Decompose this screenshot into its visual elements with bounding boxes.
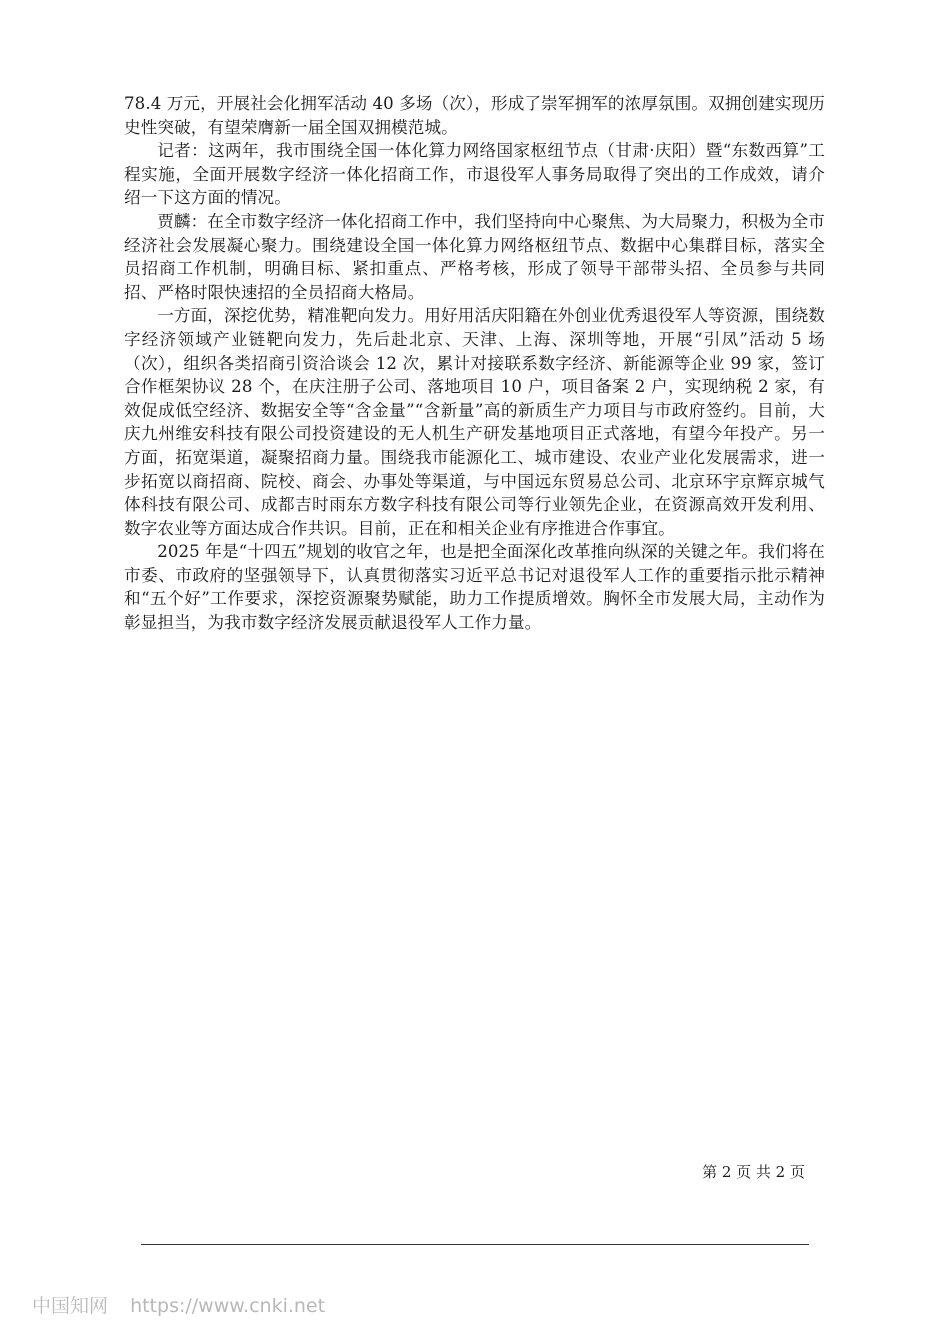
watermark-brand: 中国知网 bbox=[32, 1295, 109, 1317]
watermark-url: https://www.cnki.net bbox=[130, 1295, 326, 1317]
paragraph-investment-details: 一方面，深挖优势，精准靶向发力。用好用活庆阳籍在外创业优秀退役军人等资源，围绕数字经济领域产业链靶向发力，先后赴北京、天津、上海、深圳等地，开展“引凤”活动 5 场（次），组织各类招商引资洽谈会 12 次，累计对接联系数字经济、新能源等企业 99 家，签订合作框架协议 28 个，在庆注册子公司、落地项目 10 户，项目备案 2 户，实现纳税 2 家，有效促成低空经济、数据安全等“含金量”“含新量”高的新质生产力项目与市政府签约。目前，大庆九州维安科技有限公司投资建设的无人机生产研发基地项目正式落地，有望今年投产。另一方面，拓宽渠道，凝聚招商力量。围绕我市能源化工、城市建设、农业产业化发展需求，进一步拓宽以商招商、院校、商会、办事处等渠道，与中国远东贸易总公司、北京环宇京辉京城气体科技有限公司、成都吉时雨东方数字科技有限公司等行业领先企业，在资源高效开发利用、数字农业等方面达成合作共识。目前，正在和相关企业有序推进合作事宜。 bbox=[124, 306, 825, 538]
paragraph-continuation: 78.4 万元，开展社会化拥军活动 40 多场（次），形成了崇军拥军的浓厚氛围。双拥创建实现历史性突破，有望荣膺新一届全国双拥模范城。 bbox=[124, 94, 825, 137]
paragraph-reporter-question: 记者：这两年，我市围绕全国一体化算力网络国家枢纽节点（甘肃·庆阳）暨“东数西算”工程实施，全面开展数字经济一体化招商工作，市退役军人事务局取得了突出的工作成效，请介绍一下这方面的情况。 bbox=[124, 141, 825, 208]
article-body bbox=[124, 92, 825, 635]
paragraph-outlook: 2025 年是“十四五”规划的收官之年，也是把全面深化改革推向纵深的关键之年。我们将在市委、市政府的坚强领导下，认真贯彻落实习近平总书记对退役军人工作的重要指示批示精神和“五个好”工作要求，深挖资源聚势赋能，助力工作提质增效。胸怀全市发展大局，主动作为彰显担当，为我市数字经济发展贡献退役军人工作力量。 bbox=[124, 542, 825, 633]
page-number: 第 2 页 共 2 页 bbox=[702, 1163, 805, 1181]
watermark bbox=[32, 1294, 325, 1318]
footer-divider bbox=[141, 1244, 809, 1245]
paragraph-interviewee-answer: 贾麟：在全市数字经济一体化招商工作中，我们坚持向中心聚焦、为大局聚力，积极为全市经济社会发展凝心聚力。围绕建设全国一体化算力网络枢纽节点、数据中心集群目标，落实全员招商工作机制，明确目标、紧扣重点、严格考核，形成了领导干部带头招、全员参与共同招、严格时限快速招的全员招商大格局。 bbox=[124, 211, 825, 302]
